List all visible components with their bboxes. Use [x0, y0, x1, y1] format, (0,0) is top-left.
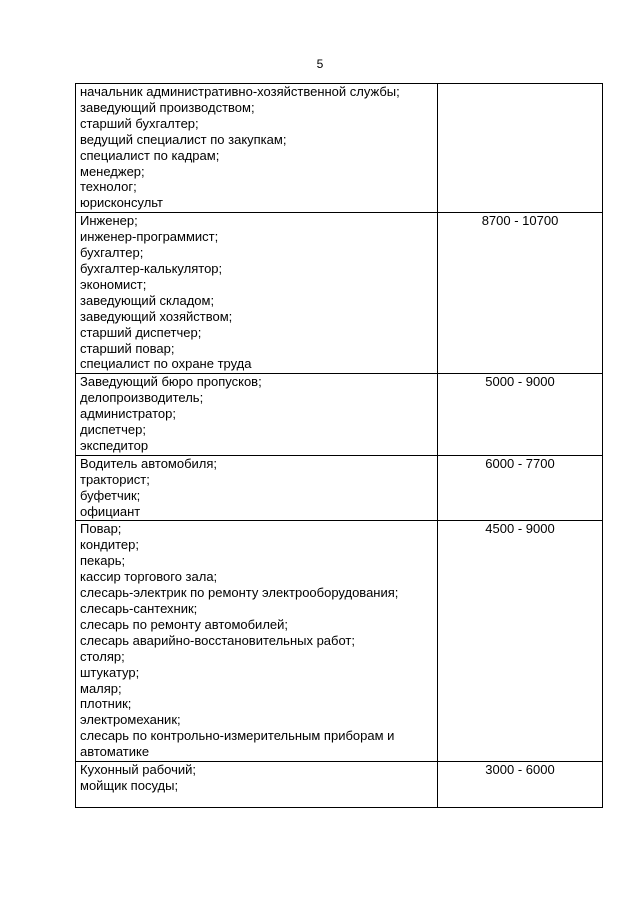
salary-range-cell: 6000 - 7700: [438, 455, 603, 521]
position-title: штукатур;: [80, 664, 140, 680]
positions-cell: [76, 455, 438, 521]
salary-range-cell: 3000 - 6000: [438, 762, 603, 808]
position-title: специалист по охране труда: [80, 356, 252, 372]
table-row: [76, 521, 603, 762]
position-title: автоматике: [80, 744, 150, 760]
position-title: заведующий складом;: [80, 292, 215, 308]
position-title: слесарь по ремонту автомобилей;: [80, 616, 289, 632]
table-body: [76, 84, 603, 808]
positions-cell: [76, 84, 438, 213]
position-title: старший повар;: [80, 340, 175, 356]
salary-range-cell: 4500 - 9000: [438, 521, 603, 762]
position-title: слесарь-сантехник;: [80, 601, 198, 616]
position-title: инженер-программист;: [80, 229, 219, 245]
position-title: официант: [80, 503, 141, 519]
position-title: бухгалтер-калькулятор;: [80, 260, 223, 276]
position-title: плотник;: [80, 696, 132, 712]
positions-cell: [76, 521, 438, 762]
position-title: кассир торгового зала;: [80, 569, 218, 585]
salary-range-cell: [438, 84, 603, 213]
position-title: столяр;: [80, 648, 125, 664]
salary-range-cell: 5000 - 9000: [438, 374, 603, 456]
position-title: экономист;: [80, 276, 147, 292]
position-title: слесарь-электрик по ремонту электрооборудования;: [80, 585, 399, 601]
position-title: заведующий производством;: [80, 99, 255, 115]
position-title: кондитер;: [80, 537, 139, 553]
position-title: пекарь;: [80, 553, 126, 569]
position-title: менеджер;: [80, 163, 145, 179]
table-row: [76, 455, 603, 521]
position-title: слесарь по контрольно-измерительным приборам и: [80, 728, 395, 744]
table-row: [76, 762, 603, 808]
table-row: [76, 213, 603, 374]
position-title: администратор;: [80, 406, 176, 422]
positions-cell: [76, 374, 438, 456]
position-title: Инженер;: [80, 213, 138, 229]
position-title: маляр;: [80, 680, 122, 696]
position-title: делопроизводитель;: [80, 390, 204, 406]
position-title: начальник административно-хозяйственной службы;: [80, 84, 400, 99]
positions-cell: [76, 762, 438, 808]
position-title: Заведующий бюро пропусков;: [80, 374, 262, 390]
position-title: старший бухгалтер;: [80, 115, 199, 131]
position-title: бухгалтер;: [80, 245, 144, 261]
salary-range-cell: 8700 - 10700: [438, 213, 603, 374]
position-title: буфетчик;: [80, 487, 141, 503]
table-row: [76, 84, 603, 213]
position-title: мойщик посуды;: [80, 777, 179, 793]
position-title: специалист по кадрам;: [80, 147, 220, 163]
position-title: диспетчер;: [80, 422, 146, 438]
position-title: слесарь аварийно-восстановительных работ;: [80, 632, 355, 648]
position-title: старший диспетчер;: [80, 324, 202, 340]
position-title: Кухонный рабочий;: [80, 762, 196, 778]
position-title: Повар;: [80, 521, 122, 537]
position-title: экспедитор: [80, 437, 149, 453]
position-title: заведующий хозяйством;: [80, 308, 233, 324]
position-title: Водитель автомобиля;: [80, 455, 218, 471]
salary-table: [75, 83, 603, 808]
position-title: ведущий специалист по закупкам;: [80, 131, 287, 147]
positions-cell: [76, 213, 438, 374]
position-title: тракторист;: [80, 471, 150, 487]
page-number: 5: [316, 57, 324, 71]
position-title: технолог;: [80, 179, 137, 195]
position-title: электромеханик;: [80, 712, 181, 728]
position-title: юрисконсульт: [80, 195, 163, 211]
table-row: [76, 374, 603, 456]
